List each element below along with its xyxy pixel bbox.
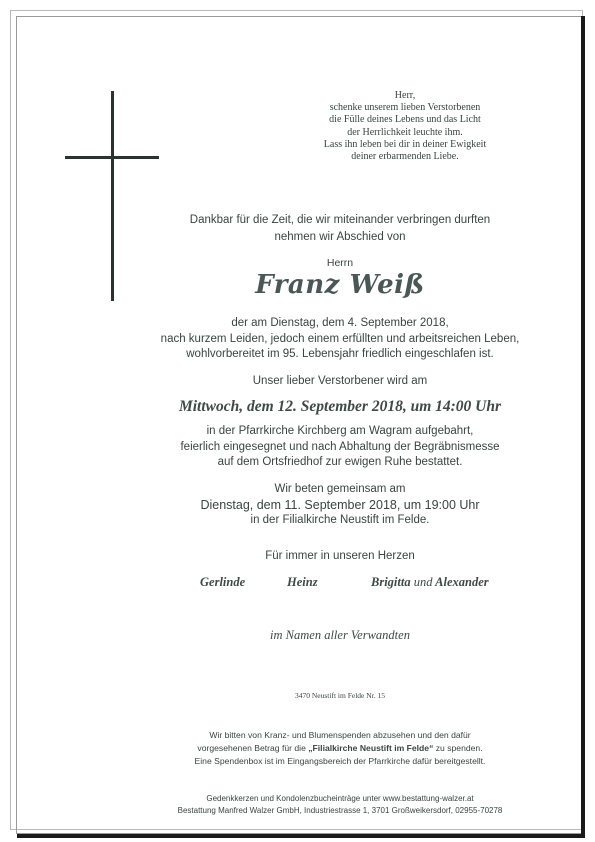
verse-line: Lass ihn leben bei dir in deiner Ewigkeit <box>323 138 487 150</box>
donation-line <box>140 742 540 755</box>
cross-horizontal-bar <box>65 156 159 159</box>
verse-line: der Herrlichkeit leuchte ihm. <box>347 126 463 138</box>
donation-text: vorgesehenen Betrag für die <box>197 743 309 753</box>
relatives-line: im Namen aller Verwandten <box>270 628 410 642</box>
bio-block <box>140 316 540 363</box>
funeral-date: Mittwoch, dem 12. September 2018, um 14:00 Uhr <box>178 398 502 415</box>
prayer-line: Dienstag, dem 11. September 2018, um 19:00 Uhr <box>200 497 480 512</box>
prayer-block <box>140 482 540 529</box>
footer-block <box>140 793 540 817</box>
donation-text: zu spenden. <box>433 743 483 753</box>
verse-line: Herr, <box>394 90 416 101</box>
salutation: Herrn <box>326 257 354 269</box>
family-member: Heinz <box>287 575 318 589</box>
donation-block <box>140 729 540 768</box>
prayer-line: in der Filialkirche Neustift im Felde. <box>250 514 430 526</box>
verse-line: deiner erbarmenden Liebe. <box>351 151 459 163</box>
family-member: Gerlinde <box>200 575 246 589</box>
family-member-group <box>371 575 489 590</box>
deceased-name: Franz Weiß <box>255 270 425 300</box>
funeral-details-line: auf dem Ortsfriedhof zur ewigen Ruhe bestattet. <box>217 456 463 468</box>
page-shadow-right <box>581 16 585 838</box>
footer-line: Bestattung Manfred Walzer GmbH, Industriestrasse 1, 3701 Großweikersdorf, 02955-70278 <box>177 806 503 815</box>
intro-line: nehmen wir Abschied von <box>274 231 406 243</box>
funeral-details-line: in der Pfarrkirche Kirchberg am Wagram aufgebahrt, <box>206 425 474 437</box>
address-line: 3470 Neustift im Felde Nr. 15 <box>295 691 385 700</box>
donation-line: Eine Spendenbox ist im Eingangsbereich der Pfarrkirche dafür bereitgestellt. <box>194 756 486 766</box>
funeral-intro: Unser lieber Verstorbener wird am <box>252 375 428 387</box>
hearts-line: Für immer in unseren Herzen <box>265 550 415 562</box>
verse-block <box>320 90 490 163</box>
bio-line: nach kurzem Leiden, jedoch einem erfüllten und arbeitsreichen Leben, <box>160 332 520 345</box>
cross-vertical-bar <box>111 91 114 301</box>
donation-line: Wir bitten von Kranz- und Blumenspenden abzusehen und den dafür <box>209 730 471 740</box>
funeral-details-block <box>140 424 540 471</box>
page-shadow-bottom <box>17 834 585 838</box>
prayer-line: Wir beten gemeinsam am <box>274 483 406 495</box>
family-member: Alexander <box>435 575 489 589</box>
family-member: Brigitta <box>371 575 411 589</box>
funeral-details-line: feierlich eingesegnet und nach Abhaltung der Begräbnismesse <box>180 440 500 453</box>
intro-line: Dankbar für die Zeit, die wir miteinander verbringen durften <box>189 214 491 226</box>
intro-block <box>140 212 540 246</box>
donation-recipient: „Filialkirche Neustift im Felde“ <box>308 743 434 753</box>
verse-line: die Fülle deines Lebens und das Licht <box>329 114 481 126</box>
family-conjunction: und <box>413 575 433 589</box>
footer-line: Gedenkkerzen und Kondolenzbucheinträge unter www.bestattung-walzer.at <box>206 794 474 803</box>
bio-line: wohlvorbereitet im 95. Lebensjahr friedlich eingeschlafen ist. <box>186 348 494 360</box>
verse-line: schenke unserem lieben Verstorbenen <box>329 102 481 114</box>
bio-line: der am Dienstag, dem 4. September 2018, <box>231 317 449 329</box>
